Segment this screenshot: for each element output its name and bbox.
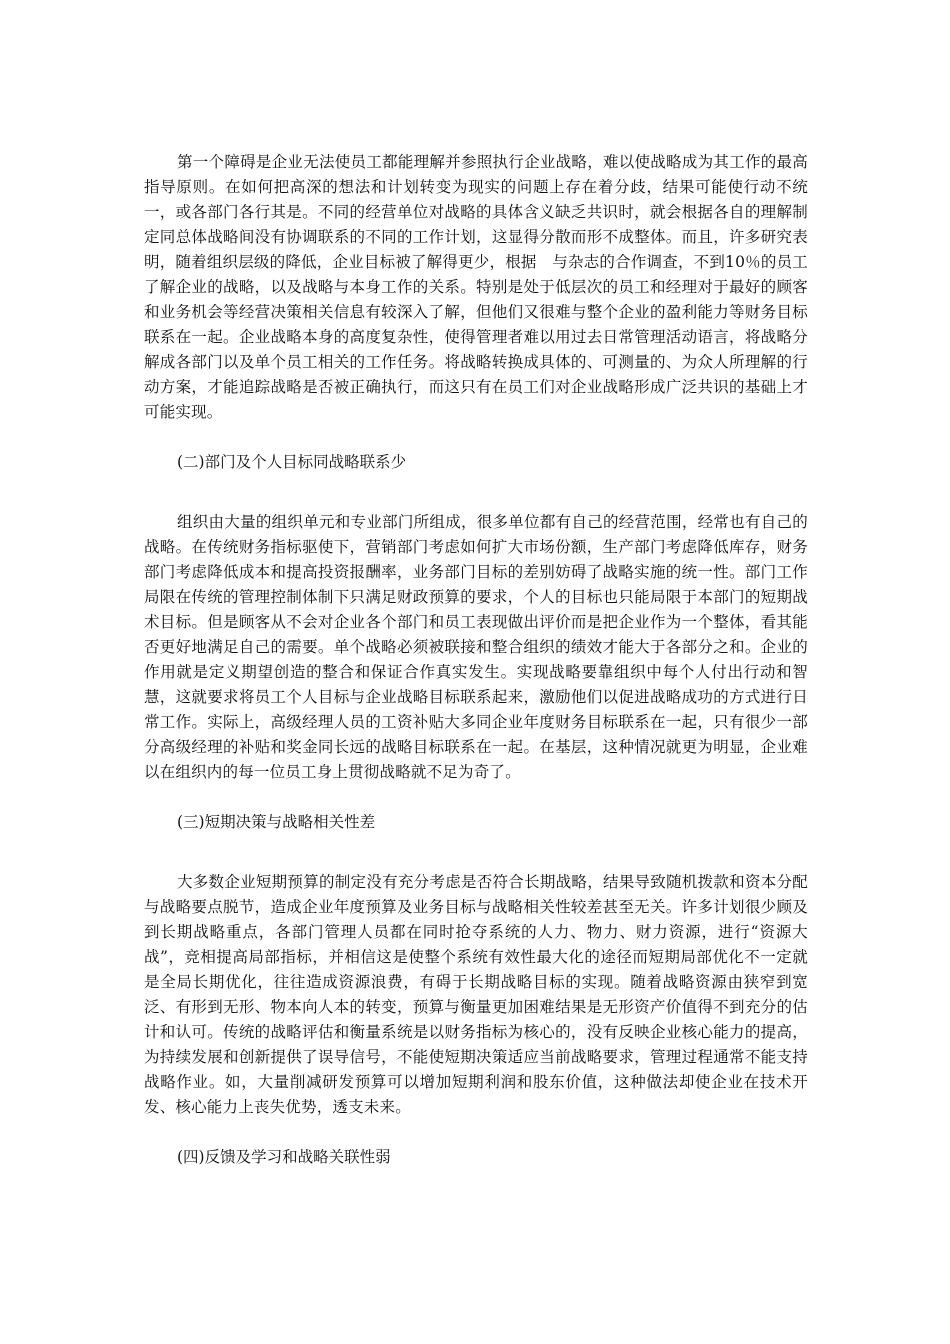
spacer — [144, 785, 808, 810]
paragraph-short-term-decisions: 大多数企业短期预算的制定没有充分考虑是否符合长期战略，结果导致随机拨款和资本分配与战略要点脱节，造成企业年度预算及业务目标与战略相关性较差甚至无关。许多计划很少顾及到长期战略重点，各部门管理人员都在同时抢夺系统的人力、物力、财力资源，进行“资源大战”，竞相提高局部指标，并相信这是使整个系统有效性最大化的途径而短期局部优化不一定就是全局长期优化，往往造成资源浪费，有碍于长期战略目标的实现。随着战略资源由狭窄到宽泛、有形到无形、物本向人本的转变，预算与衡量更加困难结果是无形资产价值得不到充分的估计和认可。传统的战略评估和衡量系统是以财务指标为核心的，没有反映企业核心能力的提高，为持续发展和创新提供了误导信号，不能使短期决策适应当前战略要求，管理过程通常不能支持战略作业。如，大量削减研发预算可以增加短期利润和股东价值，这种做法却使企业在技术开发、核心能力上丧失优势，透支未来。 — [144, 873, 808, 1116]
document-page — [144, 150, 808, 1170]
section-heading-4: (四)反馈及学习和战略关联性弱 — [177, 1148, 391, 1166]
paragraph-obstacle-one: 第一个障碍是企业无法使员工都能理解并参照执行企业战略，难以使战略成为其工作的最高指导原则。在如何把高深的想法和计划转变为现实的问题上存在着分歧，结果可能使行动不统一，或各部门各行其是。不同的经营单位对战略的具体含义缺乏共识时，就会根据各自的理解制定同总体战略间没有协调联系的不同的工作计划，这显得分散而形不成整体。而且，许多研究表明，随着组织层级的降低，企业目标被了解得更少，根据 与杂志的合作调查，不到10％的员工了解企业的战略，以及战略与本身工作的关系。特别是处于低层次的员工和经理对于最好的顾客和业务机会等经营决策相关信息有较深入了解，但他们又很难与整个企业的盈利能力等财务目标联系在一起。企业战略本身的高度复杂性，使得管理者难以用过去日常管理活动语言，将战略分解成各部门以及单个员工相关的工作任务。将战略转换成具体的、可测量的、为众人所理解的行动方案，才能追踪战略是否被正确执行，而这只有在员工们对企业战略形成广泛共识的基础上才可能实现。 — [144, 153, 808, 421]
spacer — [144, 425, 808, 450]
section-heading-2: (二)部门及个人目标同战略联系少 — [177, 453, 407, 471]
section-heading-3: (三)短期决策与战略相关性差 — [177, 813, 376, 831]
spacer — [144, 1120, 808, 1145]
paragraph-department-goals: 组织由大量的组织单元和专业部门所组成，很多单位都有自己的经营范围，经常也有自己的战略。在传统财务指标驱使下，营销部门考虑如何扩大市场份额，生产部门考虑降低库存，财务部门考虑降低成本和提高投资报酬率，业务部门目标的差别妨碍了战略实施的统一性。部门工作局限在传统的管理控制体制下只满足财政预算的要求，个人的目标也只能局限于本部门的短期战术目标。但是顾客从不会对企业各个部门和员工表现做出评价而是把企业作为一个整体，看其能否更好地满足自己的需要。单个战略必须被联接和整合组织的绩效才能大于各部分之和。企业的作用就是定义期望创造的整合和保证合作真实发生。实现战略要靠组织中每个人付出行动和智慧，这就要求将员工个人目标与企业战略目标联系起来，激励他们以促进战略成功的方式进行日常工作。实际上，高级经理人员的工资补贴大多同企业年度财务目标联系在一起，只有很少一部分高级经理的补贴和奖金同长远的战略目标联系在一起。在基层，这种情况就更为明显，企业难以在组织内的每一位员工身上贯彻战略就不足为奇了。 — [144, 513, 808, 781]
spacer — [144, 835, 808, 870]
spacer — [144, 475, 808, 510]
